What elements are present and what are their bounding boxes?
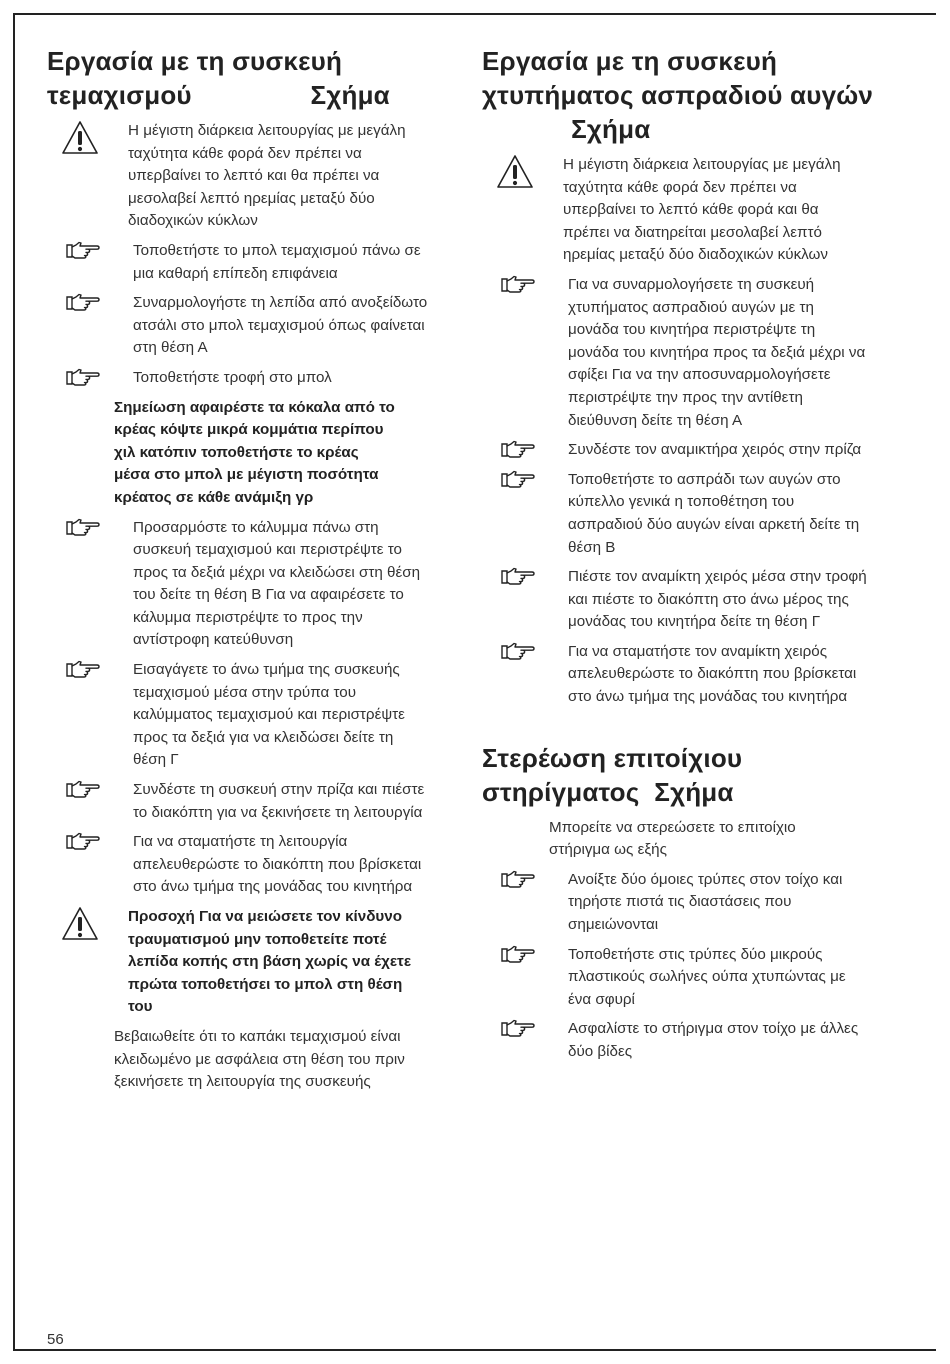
instruction-item xyxy=(482,944,902,1012)
pointing-hand-icon xyxy=(47,240,133,259)
instruction-item xyxy=(482,869,902,937)
section-heading-wall-bracket: Στερέωση επιτοίχιου στηρίγματος Σχήμα xyxy=(482,742,743,807)
instruction-text: Συναρμολογήστε τη λεπίδα από ανοξείδωτο ατσάλι στο μπολ τεμαχισμού όπως φαίνεται στη θέση Α xyxy=(133,294,428,357)
instruction-text: Ανοίξτε δύο όμοιες τρύπες στον τοίχο και τηρήστε πιστά τις διαστάσεις που σημειώνονται xyxy=(568,870,843,934)
warning-triangle-icon xyxy=(482,154,563,190)
pointing-hand-icon xyxy=(482,1018,568,1037)
pointing-hand-icon xyxy=(482,869,568,888)
instruction-text: Μπορείτε να στερεώσετε το επιτοίχιο στήριγμα ως εξής xyxy=(549,818,796,859)
instruction-item xyxy=(47,906,459,1019)
chopper-instructions-list xyxy=(47,120,459,1094)
warning-triangle-icon xyxy=(47,120,128,156)
instruction-text: Ασφαλίστε το στήριγμα στον τοίχο με άλλες δύο βίδες xyxy=(568,1020,859,1060)
instruction-item xyxy=(47,831,459,899)
instruction-text: Τοποθετήστε στις τρύπες δύο μικρούς πλαστικούς σωλήνες ούπα χτυπώντας με ένα σφυρί xyxy=(568,945,846,1008)
wall-bracket-instructions-list xyxy=(482,817,902,1064)
warning-text: Η μέγιστη διάρκεια λειτουργίας με μεγάλη ταχύτητα κάθε φορά δεν πρέπει να υπερβαίνει το λεπτό κάθε φορά και θα πρέπει να διατηρείται μεσολαβεί λεπτό ηρεμίας μεταξύ δύο διαδοχικών κύκλων xyxy=(563,156,841,264)
pointing-hand-icon xyxy=(482,566,568,585)
instruction-text: Πιέστε τον αναμίκτη χειρός μέσα στην τροφή και πιέστε το διακόπτη στο άνω μέρος της μονάδας του κινητήρα δείτε τη θέση Γ xyxy=(568,568,867,631)
instruction-item xyxy=(47,240,459,285)
section-heading-whisk: Εργασία με τη συσκευή χτυπήματος ασπραδιού αυγών Σχήμα xyxy=(482,46,874,144)
right-column xyxy=(482,44,902,1071)
page-frame-top xyxy=(13,13,936,15)
pointing-hand-icon xyxy=(482,439,568,458)
instruction-text: Βεβαιωθείτε ότι το καπάκι τεμαχισμού είναι κλειδωμένο με ασφάλεια στη θέση του πριν ξεκινήσετε τη λειτουργία της συσκευής xyxy=(114,1027,405,1091)
page-number: 56 xyxy=(47,1331,64,1348)
instruction-text: Συνδέστε τον αναμικτήρα χειρός στην πρίζα xyxy=(568,441,862,459)
instruction-item xyxy=(482,469,902,559)
instruction-text: Τοποθετήστε το ασπράδι των αυγών στο κύπελλο γενικά η τοποθέτηση του ασπραδιού δύο αυγών είναι αρκετή δείτε τη θέση Β xyxy=(568,470,860,556)
instruction-item xyxy=(482,154,902,267)
instruction-item xyxy=(47,659,459,772)
instruction-item xyxy=(47,397,459,510)
instruction-item xyxy=(482,641,902,709)
left-column xyxy=(47,44,459,1101)
pointing-hand-icon xyxy=(47,367,133,386)
pointing-hand-icon xyxy=(482,641,568,660)
instruction-item xyxy=(47,1026,459,1094)
instruction-text: Τοποθετήστε το μπολ τεμαχισμού πάνω σε μια καθαρή επίπεδη επιφάνεια xyxy=(133,241,421,282)
whisk-instructions-list xyxy=(482,154,902,709)
instruction-item xyxy=(482,439,902,462)
instruction-item xyxy=(482,817,902,862)
pointing-hand-icon xyxy=(482,944,568,963)
instruction-text: Για να συναρμολογήσετε τη συσκευή χτυπήματος ασπραδιού αυγών με τη μονάδα του κινητήρα περιστρέψτε τη μονάδα του κινητήρα προς τα δεξιά μέχρι να σφίξει Για να την αποσυναρμολογήσετε περιστρέψτε την προς την αντίθετη διεύθυνση δείτε τη θέση Α xyxy=(568,275,866,429)
instruction-text: Εισαγάγετε το άνω τμήμα της συσκευής τεμαχισμού μέσα στην τρύπα του καλύμματος τεμαχισμού και περιστρέψτε προς τα δεξιά για να κλειδώσει δείτε τη θέση Γ xyxy=(133,661,405,769)
instruction-item xyxy=(482,274,902,432)
pointing-hand-icon xyxy=(47,659,133,678)
instruction-item xyxy=(47,779,459,824)
pointing-hand-icon xyxy=(482,469,568,488)
warning-text: Η μέγιστη διάρκεια λειτουργίας με μεγάλη ταχύτητα κάθε φορά δεν πρέπει να υπερβαίνει το λεπτό και θα πρέπει να μεσολαβεί λεπτό ηρεμίας μεταξύ δύο διαδοχικών κύκλων xyxy=(128,122,406,230)
instruction-text: Τοποθετήστε τροφή στο μπολ xyxy=(133,368,332,386)
instruction-item xyxy=(482,566,902,634)
pointing-hand-icon xyxy=(47,779,133,798)
warning-text: Προσοχή Για να μειώσετε τον κίνδυνο τραυματισμού μην τοποθετείτε ποτέ λεπίδα κοπής στη βάση χωρίς να έχετε πρώτα τοποθετήσει το μπολ στη θέση του xyxy=(128,908,412,1016)
pointing-hand-icon xyxy=(47,292,133,311)
instruction-item xyxy=(47,367,459,390)
warning-triangle-icon xyxy=(47,906,128,942)
page-frame-bottom xyxy=(13,1349,936,1351)
page-frame-left xyxy=(13,13,15,1351)
instruction-text: Προσαρμόστε το κάλυμμα πάνω στη συσκευή τεμαχισμού και περιστρέψτε το προς τα δεξιά μέχρι να κλειδώσει στη θέση του δείτε τη θέση Β Για να αφαιρέσετε το κάλυμμα περιστρέψτε το προς την αντίστροφη κατεύθυνση xyxy=(133,518,421,649)
instruction-item xyxy=(47,292,459,360)
section-heading-chopper: Εργασία με τη συσκευή τεμαχισμού Σχήμα xyxy=(47,46,390,110)
instruction-text: Για να σταματήστε τη λειτουργία απελευθερώστε το διακόπτη που βρίσκεται στο άνω τμήμα της μονάδας του κινητήρα xyxy=(133,833,422,896)
pointing-hand-icon xyxy=(47,517,133,536)
instruction-text: Για να σταματήστε τον αναμίκτη χειρός απελευθερώστε το διακόπτη που βρίσκεται στο άνω τμήμα της μονάδας του κινητήρα xyxy=(568,642,857,706)
pointing-hand-icon xyxy=(47,831,133,850)
instruction-item xyxy=(47,517,459,653)
instruction-text: Συνδέστε τη συσκευή στην πρίζα και πιέστε το διακόπτη για να ξεκινήσετε τη λειτουργία xyxy=(133,781,425,821)
note-text: Σημείωση αφαιρέστε τα κόκαλα από το κρέας κόψτε μικρά κομμάτια περίπου χιλ κατόπιν τοποθετήστε το κρέας μέσα στο μπολ με μέγιστη ποσότητα κρέατος σε κάθε ανάμιξη γρ xyxy=(114,398,395,506)
instruction-item xyxy=(47,120,459,233)
instruction-item xyxy=(482,1018,902,1063)
pointing-hand-icon xyxy=(482,274,568,293)
